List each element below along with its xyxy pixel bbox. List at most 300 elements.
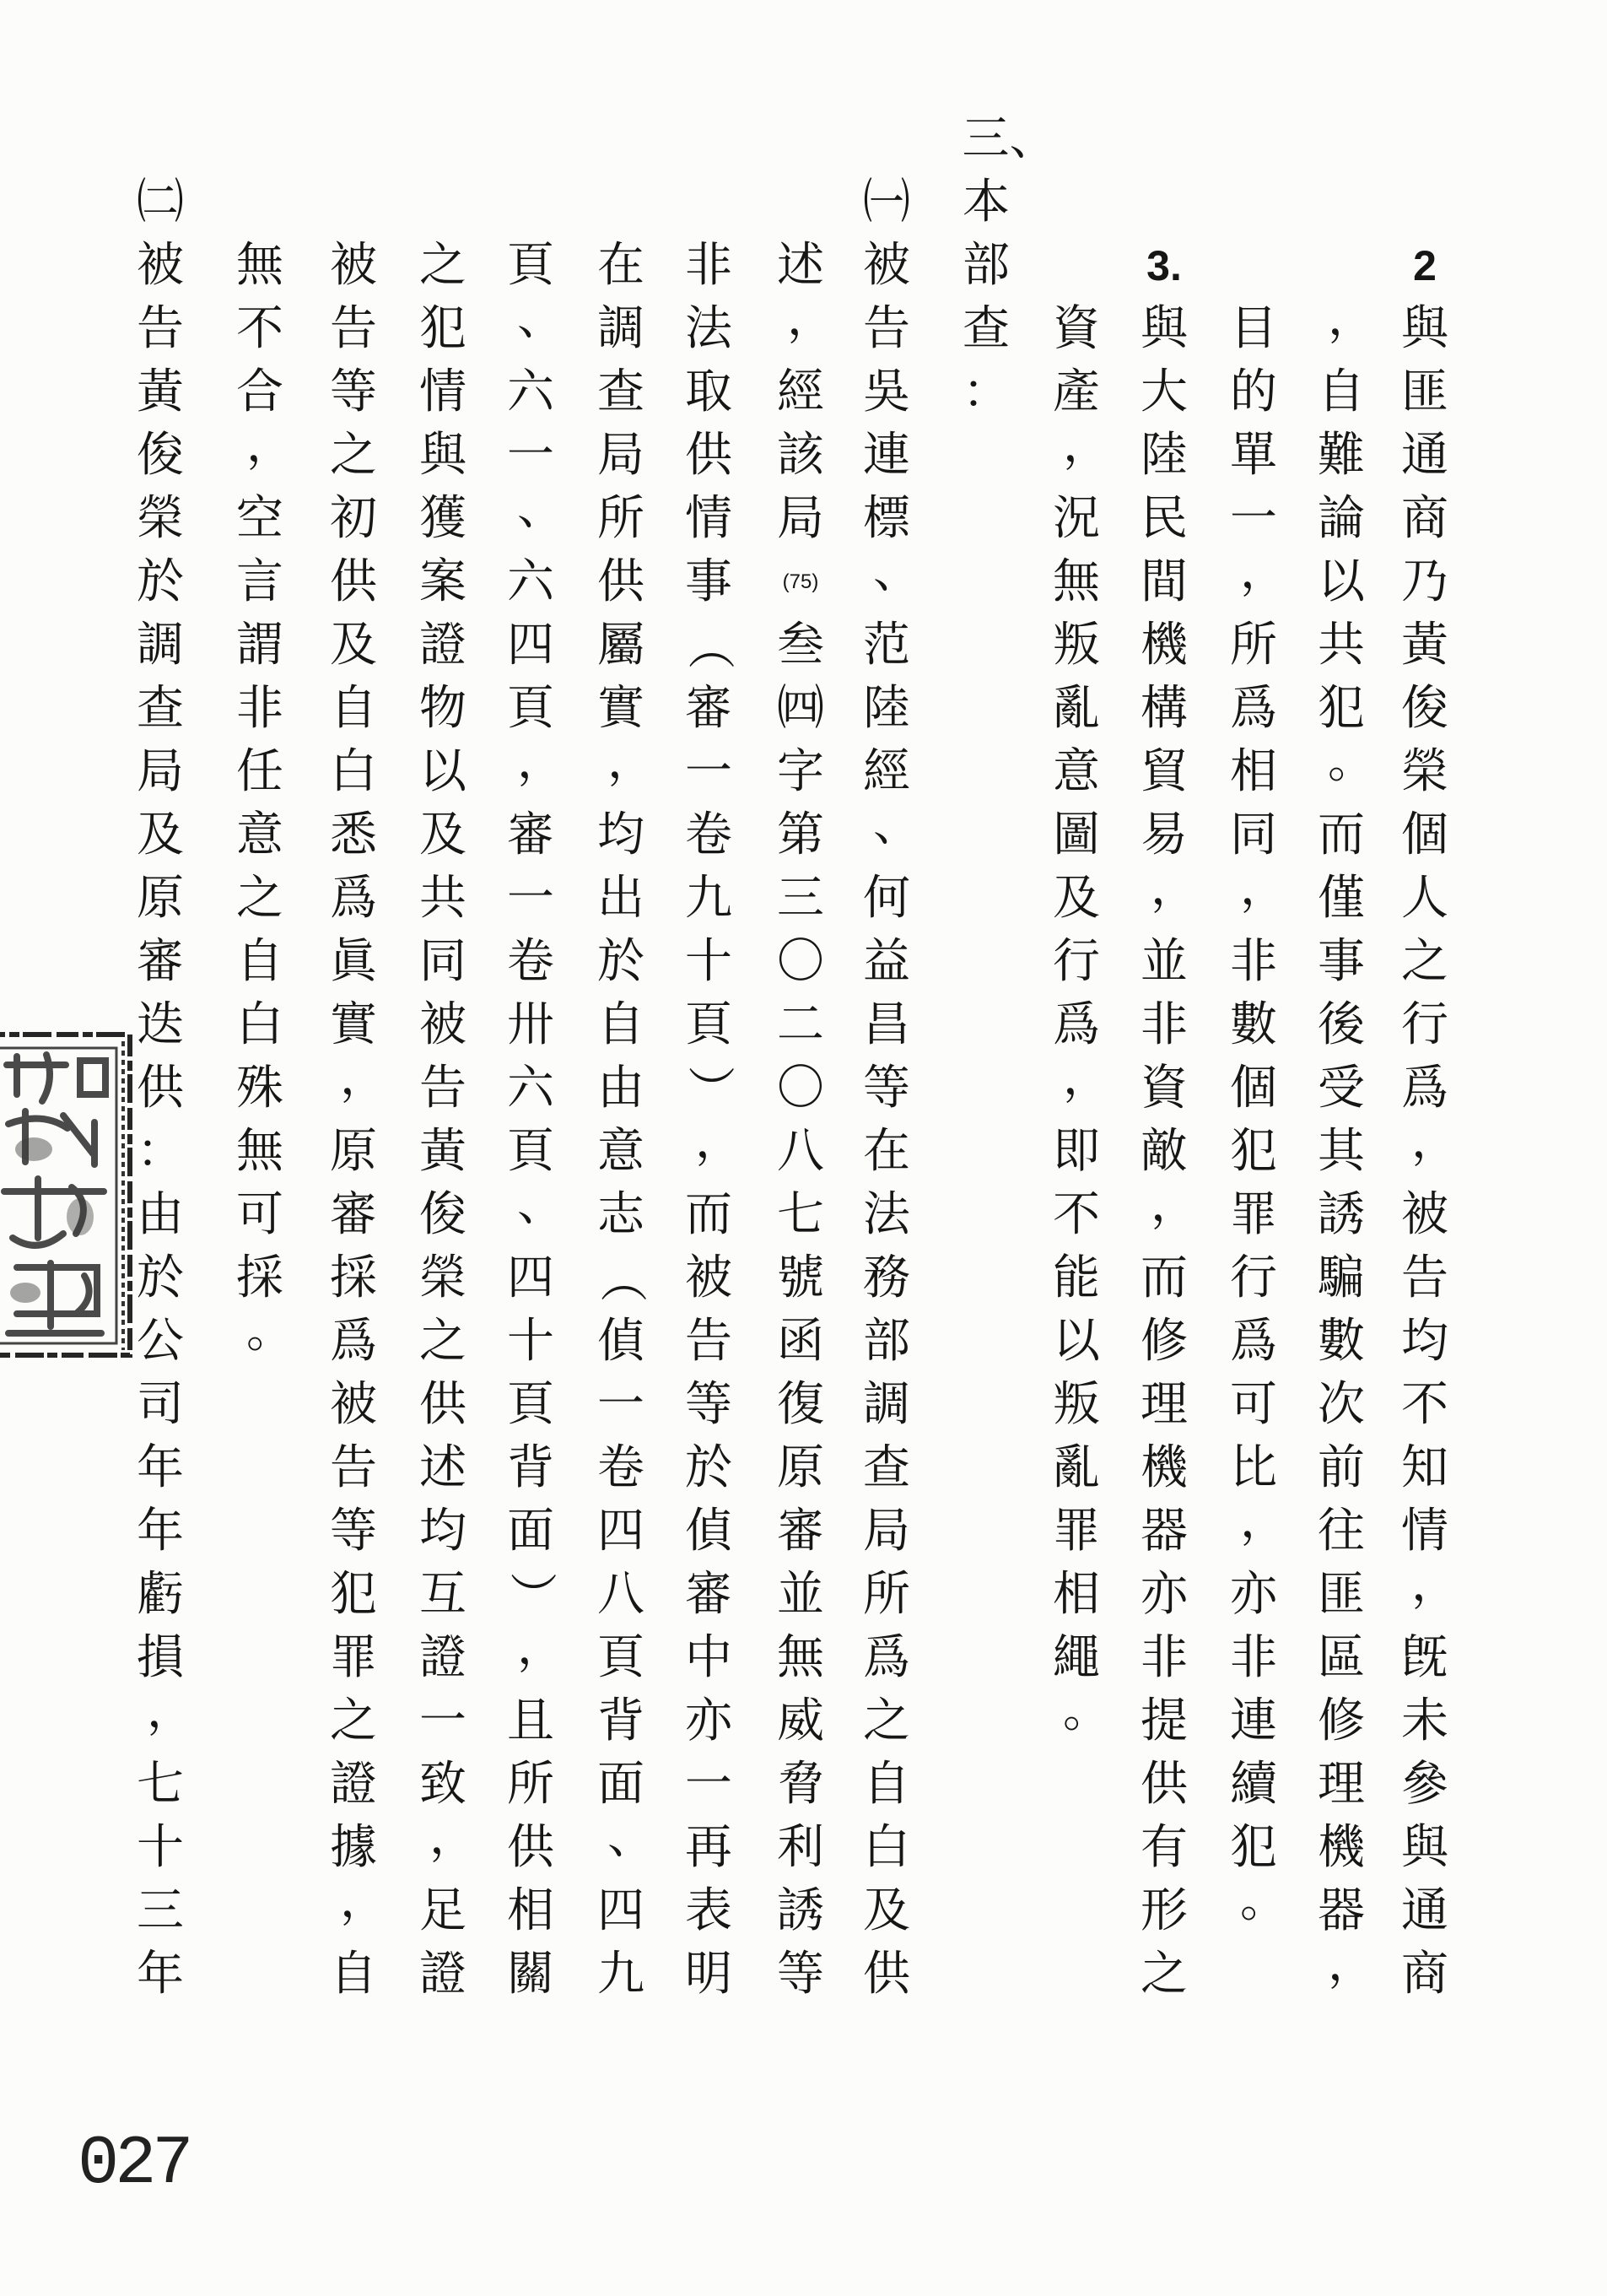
character: 情 <box>419 365 466 419</box>
character: 理 <box>1141 1377 1188 1432</box>
character: 案 <box>419 554 466 609</box>
text-column <box>677 235 741 2007</box>
character: 卷 <box>685 808 732 862</box>
character: 非 <box>1141 1630 1188 1685</box>
character: 比 <box>1230 1440 1277 1495</box>
character: 於 <box>685 1440 732 1495</box>
character: 及 <box>863 1883 910 1938</box>
character: 六 <box>507 365 554 419</box>
character: 騙 <box>1318 1251 1365 1305</box>
character: 個 <box>1230 1061 1277 1116</box>
character: 表 <box>685 1883 732 1938</box>
character: 調 <box>863 1377 910 1432</box>
seal-stamp <box>0 1023 143 1377</box>
character: 告 <box>863 301 910 356</box>
character: 一 <box>597 1377 644 1432</box>
character: 供 <box>685 428 732 483</box>
character: 法 <box>863 1187 910 1242</box>
character: ， <box>1240 544 1287 599</box>
character: 字 <box>777 744 824 799</box>
character: 出 <box>597 871 644 926</box>
character: 犯 <box>330 1567 377 1622</box>
page-number: 027 <box>78 2125 190 2203</box>
character: 叛 <box>1053 1377 1100 1432</box>
character: 爲 <box>1053 997 1100 1052</box>
character: 被 <box>330 1377 377 1432</box>
character: 原 <box>330 1124 377 1179</box>
character: 況 <box>1053 491 1100 546</box>
character: 四 <box>507 1251 554 1305</box>
character: 供 <box>419 1377 466 1432</box>
character: 被 <box>1401 1187 1448 1242</box>
character: 等 <box>863 1061 910 1116</box>
character: 並 <box>1141 934 1188 989</box>
character: 明 <box>685 1947 732 2002</box>
character: 而 <box>1318 808 1365 862</box>
character: 查 <box>137 681 184 736</box>
character: 年 <box>137 1440 184 1495</box>
character: 、 <box>517 1177 564 1232</box>
character: 〇 <box>777 934 824 989</box>
character: 商 <box>1401 1947 1448 2002</box>
character: 行 <box>1230 1251 1277 1305</box>
character: 十 <box>685 934 732 989</box>
character: 本 <box>963 175 1010 230</box>
seal-ink-blot <box>67 1198 94 1235</box>
character: 乃 <box>1401 554 1448 609</box>
character: 犯 <box>1318 681 1365 736</box>
character: 無 <box>777 1630 824 1685</box>
character: 告 <box>137 301 184 356</box>
character: 於 <box>597 934 644 989</box>
character: 屬 <box>597 618 644 673</box>
character: 頁 <box>507 1124 554 1179</box>
character: 供 <box>137 1061 184 1116</box>
character: 部 <box>863 1314 910 1369</box>
character: 自 <box>330 681 377 736</box>
character: 言 <box>236 554 283 609</box>
character: 器 <box>1318 1883 1365 1938</box>
character: 九 <box>685 871 732 926</box>
character: 自 <box>236 934 283 989</box>
character: 及 <box>1053 871 1100 926</box>
character: 被 <box>419 997 466 1052</box>
character: 之 <box>863 1694 910 1748</box>
character: 吳 <box>863 365 910 419</box>
character: 往 <box>1318 1504 1365 1559</box>
character: 務 <box>863 1251 910 1305</box>
character: 。 <box>1063 1683 1110 1738</box>
character: 亦 <box>1141 1567 1188 1622</box>
character: 自 <box>597 997 644 1052</box>
character: 公 <box>137 1314 184 1369</box>
character: 審 <box>685 681 732 736</box>
character: 供 <box>1141 1757 1188 1812</box>
character: 所 <box>1230 618 1277 673</box>
character: 調 <box>597 301 644 356</box>
character: 面 <box>597 1757 644 1812</box>
character: 頁 <box>507 1377 554 1432</box>
sub-item-number: ㈡ <box>137 175 184 230</box>
character: 互 <box>419 1567 466 1622</box>
character: 虧 <box>137 1567 184 1622</box>
character: 一 <box>685 1757 732 1812</box>
character: 之 <box>330 1694 377 1748</box>
character: 背 <box>597 1694 644 1748</box>
character: 區 <box>1318 1630 1365 1685</box>
character: ， <box>1063 418 1110 473</box>
character: 證 <box>419 1630 466 1685</box>
character: 七 <box>137 1757 184 1812</box>
character: 年 <box>137 1504 184 1559</box>
character: 偵 <box>685 1504 732 1559</box>
character: ， <box>1240 861 1287 916</box>
character: 獲 <box>419 491 466 546</box>
character: 何 <box>863 871 910 926</box>
section-number: 三、 <box>962 111 1057 166</box>
character: 非 <box>236 681 283 736</box>
character: 。 <box>246 1304 294 1359</box>
character: 採 <box>236 1251 283 1305</box>
character: 被 <box>137 238 184 293</box>
character: 所 <box>507 1757 554 1812</box>
character: 經 <box>863 744 910 799</box>
character: 謂 <box>236 618 283 673</box>
character: ㈣ <box>777 681 824 736</box>
character: 榮 <box>1401 744 1448 799</box>
character: 損 <box>137 1630 184 1685</box>
character: 審 <box>330 1187 377 1242</box>
character: 九 <box>597 1947 644 2002</box>
character: 關 <box>507 1947 554 2002</box>
character: 、 <box>607 1810 655 1865</box>
character: 益 <box>863 934 910 989</box>
character: 無 <box>236 238 283 293</box>
character: 偵 <box>597 1314 644 1369</box>
character: ， <box>517 734 564 789</box>
character: 所 <box>863 1567 910 1622</box>
character: 意 <box>1053 744 1100 799</box>
character: 相 <box>1230 744 1277 799</box>
character: 匪 <box>1318 1567 1365 1622</box>
character: 審 <box>685 1567 732 1622</box>
character: 以 <box>1318 554 1365 609</box>
character: 敵 <box>1141 1124 1188 1179</box>
character: ， <box>517 1620 564 1675</box>
seal-ink-blot <box>10 1283 40 1303</box>
character: 供 <box>863 1947 910 2002</box>
character: 的 <box>1230 365 1277 419</box>
character: ， <box>429 1810 477 1865</box>
character: （ <box>682 622 736 669</box>
character: 一 <box>1230 491 1277 546</box>
character: 亦 <box>1230 1567 1277 1622</box>
character: 在 <box>597 238 644 293</box>
character: 、 <box>873 797 920 852</box>
character: ， <box>1063 1051 1110 1105</box>
character: 七 <box>777 1187 824 1242</box>
character: 卷 <box>507 934 554 989</box>
character: 修 <box>1141 1314 1188 1369</box>
character: 資 <box>1053 301 1100 356</box>
character: 構 <box>1141 681 1188 736</box>
character: 物 <box>419 681 466 736</box>
character: 取 <box>685 365 732 419</box>
character: 。 <box>1328 734 1375 789</box>
character: 貿 <box>1141 744 1188 799</box>
character: 自 <box>1318 365 1365 419</box>
character: 合 <box>236 365 283 419</box>
character: 目 <box>1230 301 1277 356</box>
character: 所 <box>597 491 644 546</box>
character: 告 <box>419 1061 466 1116</box>
character: 審 <box>777 1504 824 1559</box>
character: ） <box>682 1065 736 1112</box>
character: 之 <box>236 871 283 926</box>
character: 及 <box>330 618 377 673</box>
character: 相 <box>507 1883 554 1938</box>
character: 該 <box>777 428 824 483</box>
character: 范 <box>863 618 910 673</box>
character: 頁 <box>507 238 554 293</box>
character: 告 <box>330 1440 377 1495</box>
character: 於 <box>137 1251 184 1305</box>
character: 大 <box>1141 365 1188 419</box>
character: 非 <box>1230 934 1277 989</box>
character: ） <box>504 1571 558 1618</box>
character: 並 <box>777 1567 824 1622</box>
character: 俊 <box>137 428 184 483</box>
character: 誘 <box>777 1883 824 1938</box>
character: 由 <box>137 1187 184 1242</box>
character: 採 <box>330 1251 377 1305</box>
character: 面 <box>507 1504 554 1559</box>
character: 共 <box>1318 618 1365 673</box>
section-title <box>955 171 1018 424</box>
character: 一 <box>419 1694 466 1748</box>
text-column <box>229 235 292 1374</box>
character: 白 <box>863 1820 910 1875</box>
character: 機 <box>1141 618 1188 673</box>
character: 再 <box>685 1820 732 1875</box>
character: 號 <box>777 1251 824 1305</box>
character: 而 <box>1141 1251 1188 1305</box>
character: 單 <box>1230 428 1277 483</box>
sub-item-number: ㈠ <box>863 175 910 230</box>
character: 昌 <box>863 997 910 1052</box>
character: 非 <box>685 238 732 293</box>
character: 標 <box>863 491 910 546</box>
character: 機 <box>1141 1440 1188 1495</box>
character: 非 <box>1230 1630 1277 1685</box>
character: 均 <box>419 1504 466 1559</box>
character: 爲 <box>863 1630 910 1685</box>
character: 同 <box>1230 808 1277 862</box>
character: ， <box>1151 861 1198 916</box>
character: 頁 <box>507 681 554 736</box>
character: 卅 <box>507 997 554 1052</box>
character: 繩 <box>1053 1630 1100 1685</box>
character: 次 <box>1318 1377 1365 1432</box>
character: 人 <box>1401 871 1448 926</box>
character: 爲 <box>1230 681 1277 736</box>
character: 前 <box>1318 1440 1365 1495</box>
character: 叛 <box>1053 618 1100 673</box>
character: 與 <box>1401 1820 1448 1875</box>
text-column <box>769 235 833 2007</box>
character: ， <box>340 1051 387 1105</box>
text-column <box>590 235 653 2007</box>
character: 之 <box>419 238 466 293</box>
text-column <box>1394 298 1457 2007</box>
character: 、 <box>517 291 564 346</box>
character: 實 <box>597 681 644 736</box>
character: 意 <box>236 808 283 862</box>
character: 告 <box>685 1314 732 1369</box>
character: 誘 <box>1318 1187 1365 1242</box>
character: 局 <box>777 491 824 546</box>
character: 情 <box>1401 1504 1448 1559</box>
character: 等 <box>330 1504 377 1559</box>
character: 查 <box>863 1440 910 1495</box>
character: 四 <box>597 1883 644 1938</box>
character: 三 <box>777 871 824 926</box>
character: 民 <box>1141 491 1188 546</box>
character: 第 <box>777 808 824 862</box>
character: 罪 <box>1053 1504 1100 1559</box>
character: 行 <box>1401 997 1448 1052</box>
character: 於 <box>137 554 184 609</box>
character: 據 <box>330 1820 377 1875</box>
character: 函 <box>777 1314 824 1369</box>
character: 二 <box>777 997 824 1052</box>
character: 空 <box>236 491 283 546</box>
character: 均 <box>1401 1314 1448 1369</box>
character: 修 <box>1318 1694 1365 1748</box>
character: 十 <box>507 1314 554 1369</box>
character: 足 <box>419 1883 466 1938</box>
character: 殊 <box>236 1061 283 1116</box>
character: 任 <box>236 744 283 799</box>
character: 一 <box>507 428 554 483</box>
character: 證 <box>419 618 466 673</box>
character: 參 <box>1401 1757 1448 1812</box>
character: 榮 <box>419 1251 466 1305</box>
character: 與 <box>1141 301 1188 356</box>
character: 三 <box>137 1883 184 1938</box>
character: 供 <box>330 554 377 609</box>
character: 查 <box>597 365 644 419</box>
character: 機 <box>1318 1820 1365 1875</box>
character: 圖 <box>1053 808 1100 862</box>
character: 罪 <box>1230 1187 1277 1242</box>
character: 不 <box>236 301 283 356</box>
character: 爲 <box>1401 1061 1448 1116</box>
character: 提 <box>1141 1694 1188 1748</box>
character: 利 <box>777 1820 824 1875</box>
character: 形 <box>1141 1883 1188 1938</box>
character: 榮 <box>137 491 184 546</box>
character: 供 <box>597 554 644 609</box>
text-column <box>1310 291 1375 2007</box>
character: 證 <box>419 1947 466 2002</box>
character: 之 <box>1401 934 1448 989</box>
character: 可 <box>236 1187 283 1242</box>
character: 受 <box>1318 1061 1365 1116</box>
character: 部 <box>963 238 1010 293</box>
character: 實 <box>330 997 377 1052</box>
character: 告 <box>1401 1251 1448 1305</box>
character: 事 <box>685 554 732 609</box>
character: （ <box>594 1255 649 1302</box>
character: 、 <box>517 481 564 536</box>
character: 不 <box>1053 1187 1100 1242</box>
character: 查 <box>963 301 1010 356</box>
character: ： <box>137 1124 184 1179</box>
character: 非 <box>1141 997 1188 1052</box>
character: ， <box>1411 1114 1459 1169</box>
character: 眞 <box>330 934 377 989</box>
character: 知 <box>1401 1440 1448 1495</box>
character: 數 <box>1318 1314 1365 1369</box>
character: 與 <box>419 428 466 483</box>
character: 共 <box>419 871 466 926</box>
character: 均 <box>597 808 644 862</box>
character: 亦 <box>685 1694 732 1748</box>
character: 審 <box>507 808 554 862</box>
character: ， <box>1411 1557 1459 1612</box>
character: 俊 <box>1401 681 1448 736</box>
character: 述 <box>777 238 824 293</box>
character: 司 <box>137 1377 184 1432</box>
character: 在 <box>863 1124 910 1179</box>
character: 局 <box>137 744 184 799</box>
character: 亂 <box>1053 681 1100 736</box>
character: 未 <box>1401 1694 1448 1748</box>
character: 等 <box>330 365 377 419</box>
character: ， <box>787 291 834 346</box>
character: 之 <box>419 1314 466 1369</box>
character: 難 <box>1318 428 1365 483</box>
character: 陸 <box>1141 428 1188 483</box>
item-number: 2 <box>1413 242 1437 289</box>
character: 等 <box>685 1377 732 1432</box>
character: 被 <box>330 238 377 293</box>
character: 志 <box>597 1187 644 1242</box>
character: 八 <box>777 1124 824 1179</box>
character: 而 <box>685 1187 732 1242</box>
character: 黃 <box>1401 618 1448 673</box>
character: 叁 <box>777 618 824 673</box>
seal-ink-blot <box>15 1137 52 1161</box>
character: 器 <box>1141 1504 1188 1559</box>
character: 以 <box>419 744 466 799</box>
character: 產 <box>1053 365 1100 419</box>
item-number: 3. <box>1146 242 1182 289</box>
character: 資 <box>1141 1061 1188 1116</box>
character: 僅 <box>1318 871 1365 926</box>
character: 中 <box>685 1630 732 1685</box>
character: 一 <box>685 744 732 799</box>
text-column <box>1045 298 1108 1753</box>
character: 復 <box>777 1377 824 1432</box>
character: 初 <box>330 491 377 546</box>
character: 法 <box>685 301 732 356</box>
character: 可 <box>1230 1377 1277 1432</box>
character: 及 <box>137 808 184 862</box>
character: 犯 <box>419 301 466 356</box>
character: ， <box>607 734 655 789</box>
